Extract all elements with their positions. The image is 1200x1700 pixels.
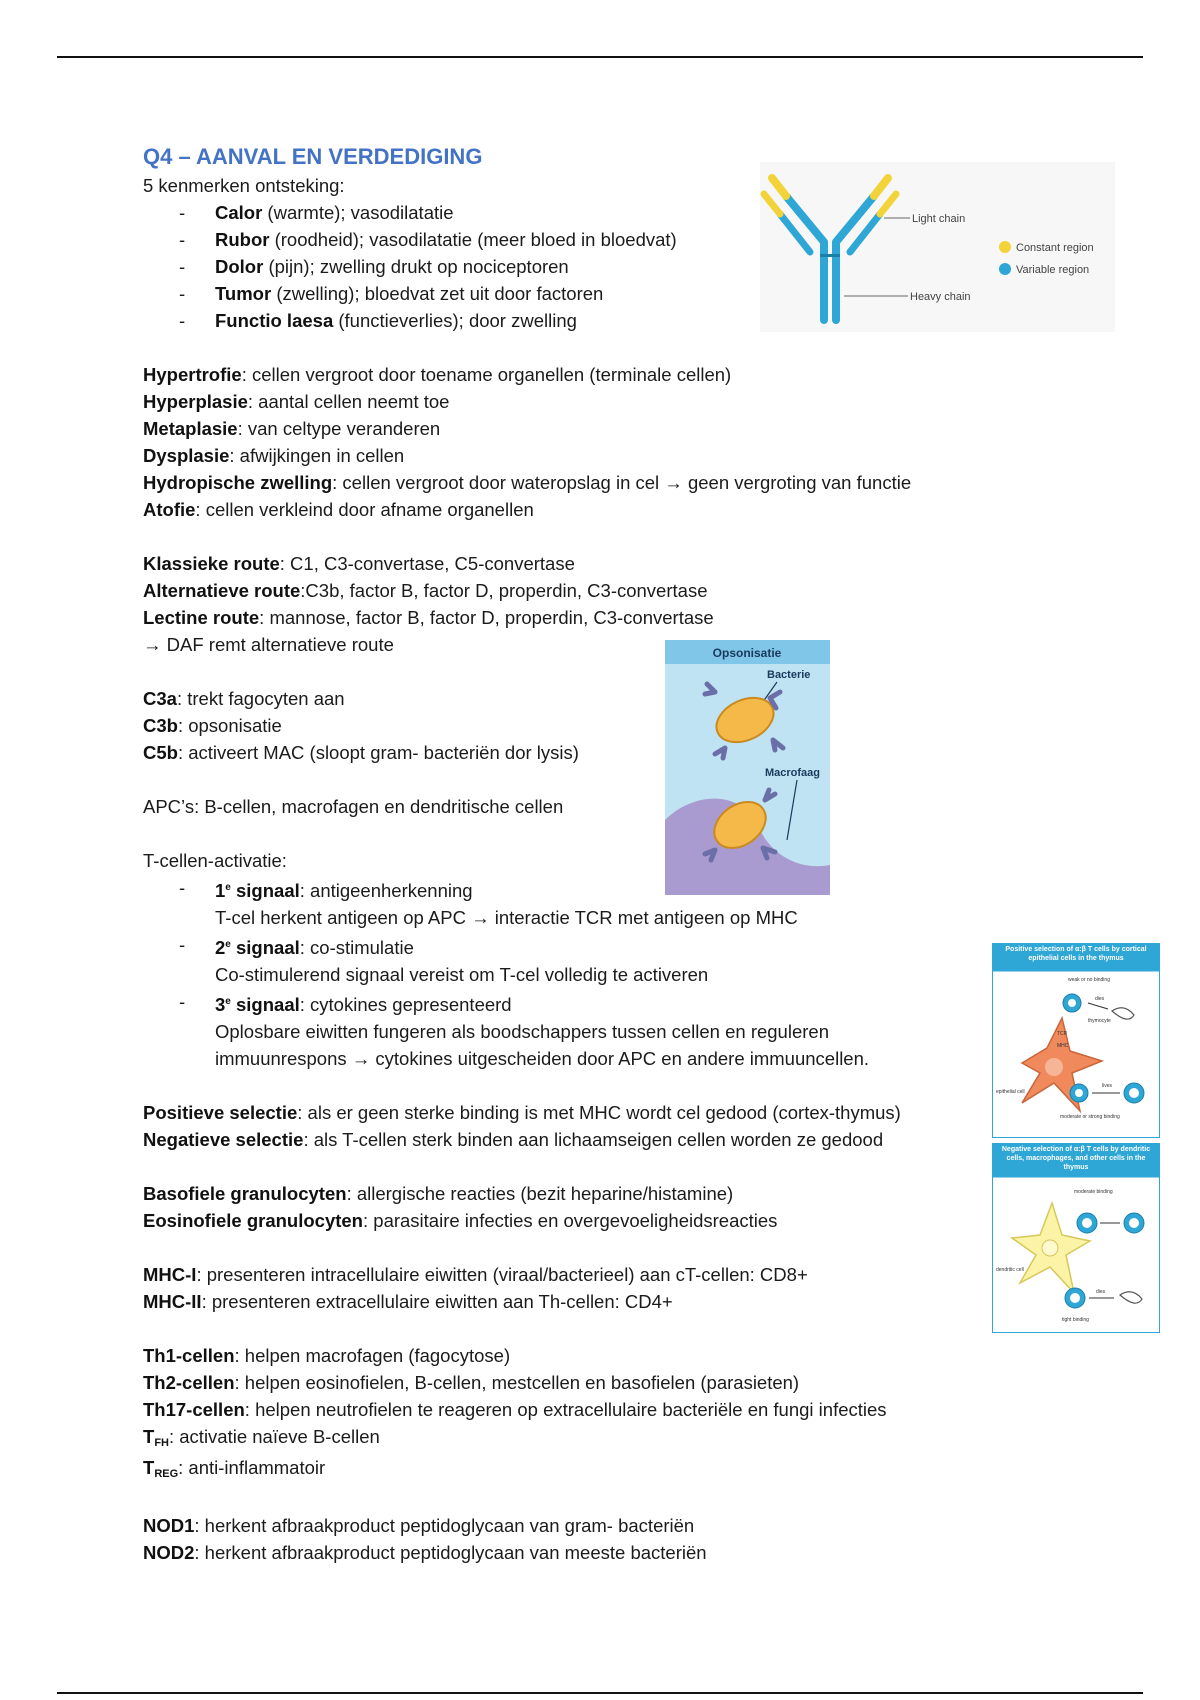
complement-fragment-item-term: C3a	[143, 688, 177, 709]
document-body	[143, 143, 1003, 1566]
page-title: Q4 – AANVAL EN VERDEDIGING	[143, 144, 483, 169]
mhc-item	[143, 1261, 1003, 1288]
tcell-signal-desc: Co-stimulerend signaal vereist om T-cel volledig te activeren	[215, 964, 709, 986]
inflammation-term: Rubor	[215, 229, 270, 250]
thymocyte-label: thymocyte	[1088, 1018, 1111, 1024]
constant-region-swatch	[999, 241, 1011, 253]
cell-change-item-term: Hyperplasie	[143, 391, 248, 412]
tcell-signals-list	[143, 874, 1003, 1072]
tcell-signal-label: 1e signaal	[215, 880, 300, 902]
inflammation-text: (roodheid); vasodilatatie (meer bloed in bloedvat)	[269, 229, 677, 250]
complement-route-item-term: Alternatieve route	[143, 580, 301, 601]
inflammation-text: (functieverlies); door zwelling	[333, 310, 577, 331]
positive-selection-figure	[992, 943, 1160, 1138]
nod-list	[143, 1512, 1003, 1566]
complement-fragment-item	[143, 739, 1003, 766]
tcell-signal-desc: T-cel herkent antigeen op APC → interactie TCR met antigeen op MHC	[215, 907, 798, 929]
nod-item-text: : herkent afbraakproduct peptidoglycaan van gram- bacteriën	[194, 1515, 695, 1537]
mhc-item-text: : presenteren intracellulaire eiwitten (viraal/bacterieel) aan cT-cellen: CD8+	[196, 1264, 808, 1286]
th-cell-item	[143, 1396, 1003, 1423]
cell-change-item-text: : cellen vergroot door toename organellen (terminale cellen)	[241, 364, 732, 385]
th-cell-item-term: Th17-cellen	[143, 1399, 245, 1421]
complement-fragment-item-text: : opsonisatie	[177, 715, 282, 736]
strong-binding-label: moderate or strong binding	[1060, 1114, 1120, 1120]
tfh-line: TFH: activatie naïeve B-cellen	[143, 1426, 380, 1450]
selection-list	[143, 1099, 1003, 1153]
inflammation-text: (zwelling); bloedvat zet uit door factoren	[271, 283, 604, 304]
living-cell-core	[1129, 1088, 1139, 1098]
thymocyte-top-core	[1068, 999, 1076, 1007]
granulocyte-item-text: : parasitaire infecties en overgevoeligheidsreacties	[363, 1210, 778, 1232]
moderate-binding-label: moderate binding	[1074, 1189, 1113, 1195]
granulocyte-item	[143, 1207, 1003, 1234]
cell-change-item-text: : cellen verkleind door afname organellen	[195, 499, 534, 520]
complement-route-item-term: Lectine route	[143, 607, 260, 628]
inflammation-term: Calor	[215, 202, 263, 223]
complement-fragment-item	[143, 685, 1003, 712]
cell-change-item	[143, 415, 1003, 442]
thymocyte-moderate-core	[1082, 1218, 1092, 1228]
complement-fragments-list	[143, 685, 1003, 766]
bacterie-label: Bacterie	[767, 669, 811, 681]
th-cells-list	[143, 1342, 1003, 1423]
inflammation-term: Tumor	[215, 283, 272, 304]
th-cell-item	[143, 1342, 1003, 1369]
nod-item-term: NOD2	[143, 1542, 195, 1564]
complement-route-item-text: : C1, C3-convertase, C5-convertase	[279, 553, 575, 574]
complement-route-item-text: :C3b, factor B, factor D, properdin, C3-convertase	[300, 580, 708, 601]
light-chain-label: Light chain	[912, 213, 966, 225]
inflammation-intro: 5 kenmerken ontsteking:	[143, 175, 345, 196]
positive-selection-title: Positive selection of α:β T cells by cortical epithelial cells in the thymus	[1005, 946, 1147, 962]
cell-change-item	[143, 361, 1003, 388]
th-cell-item-text: : helpen eosinofielen, B-cellen, mestcellen en basofielen (parasieten)	[234, 1372, 800, 1394]
cell-change-item-term: Hypertrofie	[143, 364, 242, 385]
cell-change-item-term: Hydropische zwelling	[143, 472, 333, 493]
mhc-item-term: MHC-I	[143, 1264, 197, 1286]
thymocyte-tight-core	[1070, 1293, 1080, 1303]
nod-item-term: NOD1	[143, 1515, 195, 1537]
heavy-chain-right	[832, 240, 840, 324]
daf-note: → DAF remt alternatieve route	[143, 634, 394, 655]
granulocyte-item-term: Basofiele granulocyten	[143, 1183, 347, 1205]
selection-item-text: : als T-cellen sterk binden aan lichaamseigen cellen worden ze gedood	[303, 1129, 884, 1151]
th-cell-item-term: Th1-cellen	[143, 1345, 235, 1367]
tcell-signal-text: : cytokines gepresenteerd	[299, 994, 512, 1016]
th-cell-item-text: : helpen macrofagen (fagocytose)	[234, 1345, 511, 1367]
complement-fragment-item-term: C3b	[143, 715, 178, 736]
dies-label-negative: dies	[1096, 1289, 1106, 1295]
mhc-label: MHC	[1057, 1043, 1069, 1049]
selection-item-term: Negatieve selectie	[143, 1129, 304, 1151]
mhc-item-text: : presenteren extracellulaire eiwitten aan Th-cellen: CD4+	[201, 1291, 673, 1313]
thymocyte-bottom-core	[1075, 1089, 1083, 1097]
cell-change-item-text: : aantal cellen neemt toe	[247, 391, 450, 412]
selection-item-text: : als er geen sterke binding is met MHC wordt cel gedood (cortex-thymus)	[297, 1102, 901, 1124]
cell-changes-list	[143, 361, 1003, 523]
complement-route-item	[143, 550, 1003, 577]
granulocytes-list	[143, 1180, 1003, 1234]
tcell-signal-desc: immuunrespons → cytokines uitgescheiden door APC en andere immuuncellen.	[215, 1048, 870, 1070]
negative-selection-figure	[992, 1143, 1160, 1333]
complement-route-item-term: Klassieke route	[143, 553, 280, 574]
top-rule	[57, 56, 1143, 58]
constant-region-label: Constant region	[1016, 242, 1094, 254]
nod-item-text: : herkent afbraakproduct peptidoglycaan van meeste bacteriën	[194, 1542, 707, 1564]
bottom-rule	[57, 1692, 1143, 1694]
lives-label: lives	[1102, 1083, 1113, 1089]
cell-change-item-term: Atofie	[143, 499, 196, 520]
tcell-signal-heading	[215, 988, 1003, 1018]
complement-fragment-item	[143, 712, 1003, 739]
cell-change-item-text: : afwijkingen in cellen	[229, 445, 405, 466]
granulocyte-item-text: : allergische reacties (bezit heparine/histamine)	[346, 1183, 734, 1205]
selection-item	[143, 1099, 1003, 1126]
granulocyte-item-term: Eosinofiele granulocyten	[143, 1210, 363, 1232]
inflammation-text: (warmte); vasodilatatie	[262, 202, 454, 223]
macrofaag-label: Macrofaag	[765, 767, 821, 779]
tcell-signal-item	[143, 874, 1003, 931]
opsonisatie-figure	[665, 640, 830, 895]
mhc-item-term: MHC-II	[143, 1291, 202, 1313]
complement-route-item-text: : mannose, factor B, factor D, properdin, C3-convertase	[259, 607, 714, 628]
granulocyte-item	[143, 1180, 1003, 1207]
antibody-figure	[760, 162, 1115, 332]
inflammation-term: Dolor	[215, 256, 264, 277]
thymocyte-moderate-result-core	[1129, 1218, 1139, 1228]
nod-item	[143, 1539, 1003, 1566]
cell-change-item	[143, 469, 1003, 496]
treg-line: TREG: anti-inflammatoir	[143, 1457, 326, 1481]
tcell-signal-text: : co-stimulatie	[299, 937, 414, 959]
th-cell-item	[143, 1369, 1003, 1396]
th-cell-item-text: : helpen neutrofielen te reageren op extracellulaire bacteriële en fungi infecties	[244, 1399, 887, 1421]
complement-route-item	[143, 577, 1003, 604]
cell-change-item	[143, 496, 1003, 523]
epithelial-nucleus	[1045, 1058, 1063, 1076]
heavy-chain-label: Heavy chain	[910, 291, 971, 303]
cell-change-item-term: Dysplasie	[143, 445, 230, 466]
tight-binding-label: tight binding	[1062, 1317, 1089, 1323]
nod-item	[143, 1512, 1003, 1539]
cell-change-item-text: : cellen vergroot door wateropslag in cel → geen vergroting van functie	[332, 472, 912, 493]
tcell-intro: T-cellen-activatie:	[143, 850, 287, 871]
selection-item	[143, 1126, 1003, 1153]
cell-change-item-term: Metaplasie	[143, 418, 238, 439]
complement-route-item	[143, 604, 1003, 631]
positive-selection-frame	[993, 944, 1160, 1138]
complement-fragment-item-text: : trekt fagocyten aan	[176, 688, 345, 709]
mhc-item	[143, 1288, 1003, 1315]
opsonisatie-title: Opsonisatie	[712, 646, 782, 660]
selection-item-term: Positieve selectie	[143, 1102, 298, 1124]
dendritic-cell-label: dendritic cell	[996, 1267, 1024, 1273]
tcell-signal-heading	[215, 931, 1003, 961]
tcr-label: TCR	[1057, 1031, 1068, 1037]
variable-region-label: Variable region	[1016, 264, 1090, 276]
variable-region-swatch	[999, 263, 1011, 275]
cell-change-item-text: : van celtype veranderen	[237, 418, 441, 439]
tcell-signal-desc: Oplosbare eiwitten fungeren als boodschappers tussen cellen en reguleren	[215, 1021, 829, 1043]
inflammation-term: Functio laesa	[215, 310, 334, 331]
inflammation-text: (pijn); zwelling drukt op nociceptoren	[263, 256, 569, 277]
tcell-signal-item	[143, 988, 1003, 1072]
dendritic-nucleus	[1042, 1240, 1058, 1256]
heavy-chain-left	[820, 240, 828, 324]
weak-binding-label: weak or no binding	[1068, 977, 1110, 983]
mhc-list	[143, 1261, 1003, 1315]
th-cell-item-term: Th2-cellen	[143, 1372, 235, 1394]
negative-selection-title: Negative selection of α:β T cells by dendritic cells, macrophages, and other cells in the thymus	[1001, 1146, 1151, 1171]
cell-change-item	[143, 388, 1003, 415]
tcell-signal-heading	[215, 874, 1003, 904]
disulfide-bridge	[820, 254, 840, 257]
dies-label: dies	[1095, 996, 1105, 1002]
tcell-signal-label: 3e signaal	[215, 994, 300, 1016]
tcell-signal-label: 2e signaal	[215, 937, 300, 959]
complement-fragment-item-text: : activeert MAC (sloopt gram- bacteriën dor lysis)	[177, 742, 579, 763]
tcell-signal-text: : antigeenherkenning	[299, 880, 473, 902]
epithelial-cell-label: epithelial cell	[996, 1089, 1025, 1095]
apc-line: APC’s: B-cellen, macrofagen en dendritische cellen	[143, 796, 564, 817]
tcell-signal-item	[143, 931, 1003, 988]
cell-change-item	[143, 442, 1003, 469]
complement-fragment-item-term: C5b	[143, 742, 178, 763]
complement-routes-list	[143, 550, 1003, 631]
